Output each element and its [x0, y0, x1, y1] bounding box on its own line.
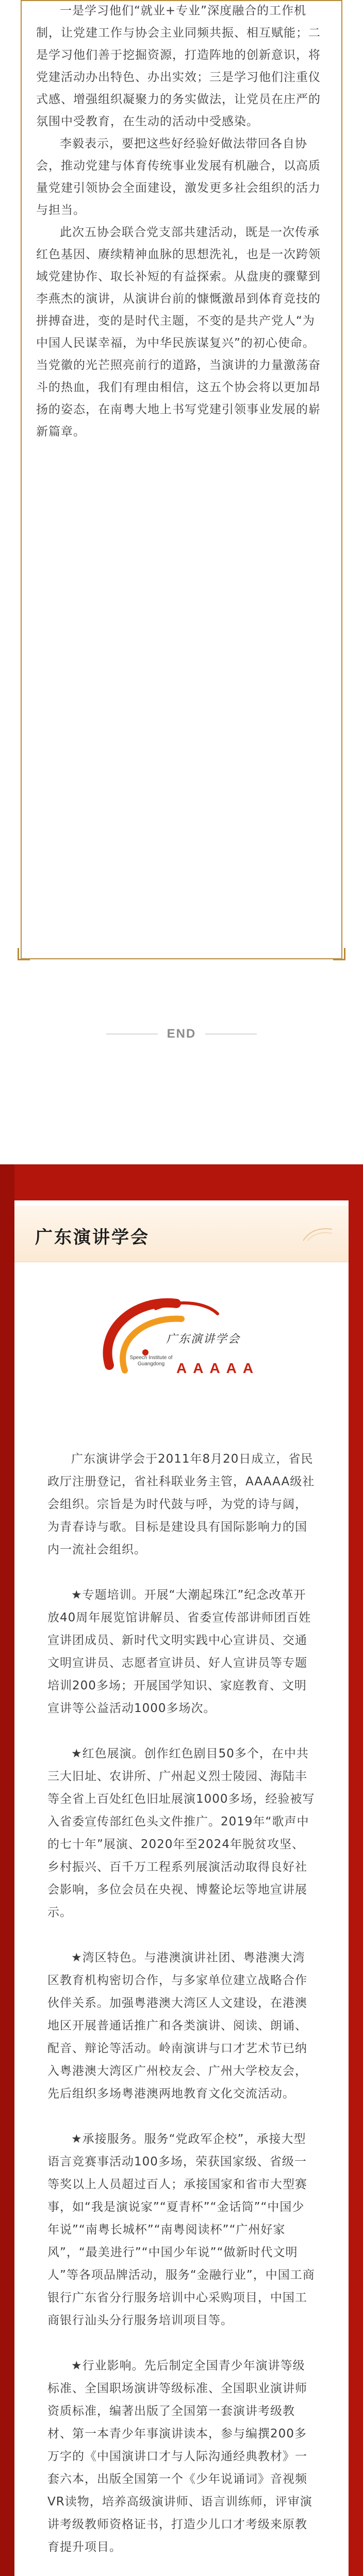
section-header [14, 1206, 349, 1262]
intro-card [14, 1200, 349, 2576]
end-divider [0, 1025, 363, 1043]
article-top-section [0, 0, 363, 1164]
end-divider-rule-left [106, 1033, 158, 1035]
corner-ornament-bottom-right [333, 948, 345, 960]
logo-chinese-name: 广东演讲学会 [166, 1333, 241, 1346]
logo-rating: AAAAA [176, 1360, 260, 1376]
logo-swoosh-icon [78, 1283, 285, 1417]
top-paragraph: 李毅表示，要把这些好经验好做法带回各自协会，推动党建与体育传统事业发展有机融合，以高质量党建引领协会全面建设，激发更多社会组织的活力与担当。 [36, 137, 321, 217]
top-paragraph: 此次五协会联合党支部共建活动，既是一次传承红色基因、赓续精神血脉的思想洗礼，也是一次跨领域党建协作、取长补短的有益探索。从盘庚的骤鼙到李燕杰的演讲，从演讲台前的慷慨激昂到体育竞技的拼搏奋进，变的是时代主题，不变的是共产党人“为中国人民谋幸福，为中华民族谋复兴”的初心使命。当党徽的光芒照亮前行的道路，当演讲的力量激荡奋斗的热血，我们有理由相信，这五个协会将以更加昂扬的姿态，在南粤大地上书写党建引领事业发展的崭新篇章。 [36, 226, 321, 438]
end-label: END [167, 1027, 196, 1041]
institute-body-text [47, 1448, 316, 2576]
body-paragraph: 广东演讲学会于2011年8月20日成立，省民政厅注册登记，省社科联业务主管，AAAAA级社会组织。宗旨是为时代鼓与呼，为党的诗与阔，为青春诗与歌。目标是建设具有国际影响力的国内一流社会组织。 [47, 1452, 315, 1556]
body-paragraph: ★行业影响。先后制定全国青少年演讲等级标准、全国职场演讲等级标准、全国职业演讲师资质标准，编著出版了全国第一套演讲考级教材、第一本青少年事演讲读本，参与编撰200多万字的《中国演讲口才与人际沟通经典教材》一套六本，出版全国第一个《少年说诵词》音视频VR读物，培养高级演讲师、语言训练师，评审演讲考级教师资格证书，打造少儿口才考级来原教育提升项目。 [47, 2359, 312, 2554]
body-paragraph: ★承接服务。服务“党政军企校”，承接大型语言竞赛事活动100多场，荣获国家级、省级一等奖以上人员超过百人；承接国家和省市大型赛事，如“我是演说家”“夏青杯”“金话筒”“中国少年说”“南粤长城杯”“南粤阅读杯”“广州好家风”，“最美进行”“中国少年说”“做新时代文明人”等各项品牌活动，服务“金融行业”，中国工商银行广东省分行服务培训中心采购项目，中国工商银行汕头分行服务培训项目等。 [47, 2132, 315, 2327]
institute-logo [14, 1283, 349, 1417]
body-paragraph: ★专题培训。开展“大潮起珠江”纪念改革开放40周年展览馆讲解员、省委宣传部讲师团百姓宣讲团成员、新时代文明实践中心宣讲员、交通文明宣讲员、志愿者宣讲员、好人宣讲员等专题培训200多场；开展国学知识、家庭教育、文明宣讲等公益活动1000多场次。 [47, 1588, 311, 1715]
logo-english-name: Speech Institute of Guangdong [129, 1355, 173, 1367]
body-paragraph: ★红色展演。创作红色剧目50多个，在中共三大旧址、农讲所、广州起义烈士陵园、海陆丰等全省上百处红色旧址展演1000多场，经验被写入省委宣传部红色头文件推广。2019年“歌声中的七十年”展演、2020年至2024年脱贫攻坚、乡村振兴、百千万工程系列展演活动取得良好社会影响，多位会员在央视、博鳌论坛等地宣讲展示。 [47, 1747, 315, 1919]
frame-left-border [21, 0, 22, 958]
red-edge-strip [0, 1164, 14, 2576]
corner-ornament-bottom-left [18, 948, 30, 960]
body-paragraph: ★湾区特色。与港澳演讲社团、粤港澳大湾区教育机构密切合作，与多家单位建立战略合作伙伴关系。加强粤港澳大湾区人文建设，在港澳地区开展普通话推广和各类演讲、阅读、朗诵、配音、辩论等活动。岭南演讲与口才艺术节已纳入粤港澳大湾区广州校友会、广州大学校友会，先后组织多场粤港澳两地教育文化交流活动。 [47, 1951, 307, 2100]
section-title: 广东演讲学会 [35, 1227, 150, 1248]
top-article-text [36, 0, 327, 443]
logo-box [78, 1283, 285, 1417]
frame-right-border [341, 0, 342, 958]
top-paragraph: 一是学习他们“就业+专业”深度融合的工作机制，让党建工作与协会主业同频共振、相互赋能；二是学习他们善于挖掘资源，打造阵地的创新意识，将党建活动办出特色、办出实效；三是学习他们注重仪式感、增强组织凝聚力的务实做法，让党员在庄严的氛围中受教育，在生动的活动中受感染。 [36, 4, 321, 128]
frame-bottom-border [21, 958, 342, 959]
institute-intro-section [0, 1164, 363, 2576]
end-divider-rule-right [205, 1033, 257, 1035]
header-decoration-icon [302, 1226, 333, 1242]
